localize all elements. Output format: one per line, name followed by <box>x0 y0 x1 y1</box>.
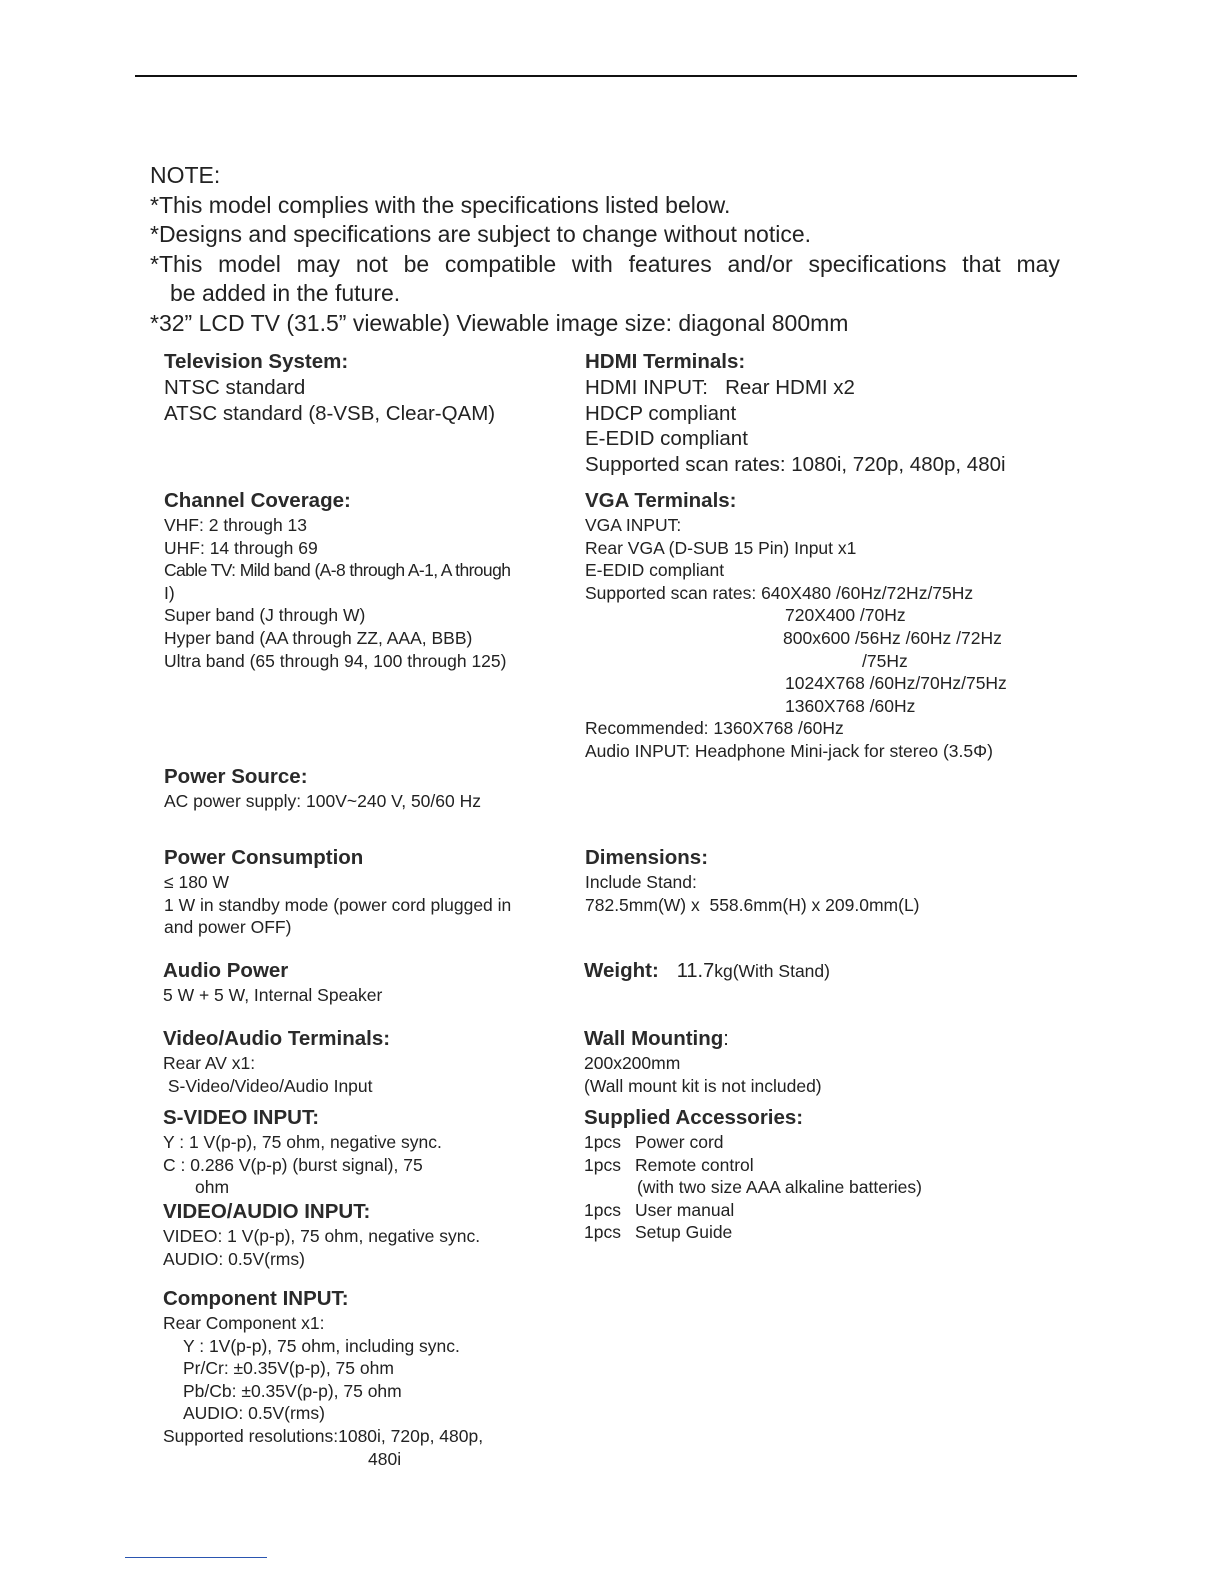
note-word: model <box>218 250 281 277</box>
spec-line: HDCP compliant <box>585 401 737 425</box>
spec-line: UHF: 14 through 69 <box>164 537 318 558</box>
note-word: specifications <box>808 250 947 277</box>
scan-rate: /75Hz <box>862 650 908 671</box>
wall-mounting-section <box>584 1026 822 1097</box>
audio-input-line: Audio INPUT: Headphone Mini-jack for stereo (3.5Φ) <box>585 740 993 761</box>
accessory-item <box>584 1221 922 1244</box>
section-heading: Video/Audio Terminals: <box>163 1027 391 1050</box>
accessories-section <box>584 1105 922 1244</box>
spec-line: 480i <box>368 1448 402 1469</box>
channel-coverage-section <box>164 488 510 672</box>
note-word: compatible <box>444 250 557 277</box>
section-heading: Power Source: <box>164 765 308 788</box>
note-word: be <box>403 250 430 277</box>
hdmi-section <box>585 349 1006 477</box>
accessory-name: (with two size AAA alkaline batteries) <box>637 1177 922 1198</box>
spec-line: ≤ 180 W <box>164 872 230 892</box>
spec-line: 5 W + 5 W, Internal Speaker <box>163 985 383 1005</box>
note-word: *This <box>150 250 203 277</box>
spec-line: Supported scan rates: 1080i, 720p, 480p, 480i <box>585 452 1006 476</box>
spec-line: E-EDID compliant <box>585 427 748 450</box>
note-word: may <box>296 250 341 277</box>
spec-line: HDMI INPUT: Rear HDMI x2 <box>585 376 855 399</box>
spec-line: ohm <box>195 1177 230 1198</box>
spec-line: VHF: 2 through 13 <box>164 515 307 535</box>
heading-colon: : <box>723 1028 729 1050</box>
note-word: features <box>628 250 712 277</box>
section-heading: Television System: <box>164 350 349 373</box>
accessory-item <box>584 1154 922 1177</box>
spec-line: Hyper band (AA through ZZ, AAA, BBB) <box>164 627 473 648</box>
spec-line: Include Stand: <box>585 872 697 892</box>
spec-line: Rear AV x1: <box>163 1053 256 1073</box>
audio-power-section <box>163 958 382 1007</box>
spec-line: Rear VGA (D-SUB 15 Pin) Input x1 <box>585 537 857 558</box>
weight-section <box>584 958 830 984</box>
section-heading: Power Consumption <box>164 846 364 869</box>
section-heading: VGA Terminals: <box>585 489 737 512</box>
accessory-qty: 1pcs <box>584 1132 621 1152</box>
recommended-line: Recommended: 1360X768 /60Hz <box>585 718 844 739</box>
spec-line: NTSC standard <box>164 376 306 399</box>
accessory-qty: 1pcs <box>584 1199 621 1220</box>
spec-line: AC power supply: 100V~240 V, 50/60 Hz <box>164 791 481 811</box>
note-word: and/or <box>727 250 793 277</box>
spec-line: E-EDID compliant <box>585 560 725 581</box>
note-line-3 <box>150 250 1060 280</box>
section-heading: Weight: <box>584 959 659 982</box>
section-heading: Audio Power <box>163 959 289 982</box>
accessory-qty: 1pcs <box>584 1222 621 1243</box>
section-heading: Component INPUT: <box>163 1287 349 1310</box>
section-heading: S-VIDEO INPUT: <box>163 1106 320 1129</box>
accessory-qty: 1pcs <box>584 1154 621 1175</box>
scan-rate: 1360X768 /60Hz <box>785 695 916 716</box>
section-heading: VIDEO/AUDIO INPUT: <box>163 1200 371 1223</box>
scan-rate: 800x600 /56Hz /60Hz /72Hz <box>783 627 1002 648</box>
scan-rate: 720X400 /70Hz <box>785 605 906 626</box>
section-heading: Supplied Accessories: <box>584 1106 804 1129</box>
accessory-name: Power cord <box>635 1132 724 1152</box>
component-input-section <box>163 1286 483 1470</box>
spec-line: (Wall mount kit is not included) <box>584 1075 822 1096</box>
spec-line: Supported scan rates: 640X480 /60Hz/72Hz/75Hz <box>585 582 974 603</box>
note-line-2: *Designs and specifications are subject to change without notice. <box>150 221 812 247</box>
weight-unit: kg(With Stand) <box>714 961 830 981</box>
spec-line: 782.5mm(W) x 558.6mm(H) x 209.0mm(L) <box>585 894 920 915</box>
svideo-input-section <box>163 1105 442 1199</box>
dimensions-section <box>585 845 920 916</box>
accessory-name: User manual <box>635 1199 735 1220</box>
note-word: may <box>1016 250 1060 277</box>
section-heading: HDMI Terminals: <box>585 350 746 373</box>
accessory-name: Remote control <box>635 1154 754 1175</box>
spec-line: C : 0.286 V(p-p) (burst signal), 75 <box>163 1154 423 1175</box>
weight-value: 11.7 <box>676 960 715 982</box>
weight-row <box>584 958 830 984</box>
note-word: not <box>355 250 388 277</box>
note-word: that <box>962 250 1001 277</box>
note-word: with <box>571 250 613 277</box>
spec-line: ATSC standard (8-VSB, Clear-QAM) <box>164 401 496 425</box>
video-audio-terminals-section <box>163 1026 390 1097</box>
spec-line: Pr/Cr: ±0.35V(p-p), 75 ohm <box>183 1358 394 1379</box>
section-heading: Wall Mounting <box>584 1027 724 1050</box>
accessory-item <box>584 1131 922 1154</box>
scan-rate: 1024X768 /60Hz/70Hz/75Hz <box>785 673 1007 694</box>
note-line-3-cont: be added in the future. <box>170 280 401 306</box>
spec-line: 1 W in standby mode (power cord plugged in <box>164 894 512 915</box>
spec-line: Pb/Cb: ±0.35V(p-p), 75 ohm <box>183 1380 402 1401</box>
spec-line: 200x200mm <box>584 1053 681 1073</box>
spec-line: AUDIO: 0.5V(rms) <box>183 1403 325 1424</box>
spec-line: Y : 1V(p-p), 75 ohm, including sync. <box>183 1335 460 1356</box>
vga-section <box>585 488 1007 763</box>
tv-system-section <box>164 349 495 426</box>
accessory-item <box>584 1199 922 1222</box>
bottom-rule <box>125 1557 267 1558</box>
section-heading: Dimensions: <box>585 846 709 869</box>
spec-line: Rear Component x1: <box>163 1313 325 1333</box>
spec-line: Cable TV: Mild band (A-8 through A-1, A through <box>164 560 511 581</box>
power-consumption-section <box>164 845 511 939</box>
note-block <box>150 161 1070 338</box>
spec-line: VGA INPUT: <box>585 515 682 535</box>
note-line-1: *This model complies with the specifications listed below. <box>150 191 731 218</box>
spec-line: Super band (J through W) <box>164 605 366 626</box>
top-rule <box>135 75 1077 77</box>
note-title: NOTE: <box>150 162 221 188</box>
video-audio-input-section <box>163 1199 480 1270</box>
spec-line: Ultra band (65 through 94, 100 through 125) <box>164 650 507 671</box>
spec-line: I) <box>164 582 175 603</box>
note-line-4: *32” LCD TV (31.5” viewable) Viewable image size: diagonal 800mm <box>150 309 849 336</box>
section-heading: Channel Coverage: <box>164 489 351 512</box>
spec-line: and power OFF) <box>164 917 292 938</box>
power-source-section <box>164 764 481 813</box>
accessory-name: Setup Guide <box>635 1222 733 1243</box>
spec-line: VIDEO: 1 V(p-p), 75 ohm, negative sync. <box>163 1226 481 1246</box>
spec-line: Supported resolutions:1080i, 720p, 480p, <box>163 1425 484 1446</box>
spec-line: Y : 1 V(p-p), 75 ohm, negative sync. <box>163 1132 442 1152</box>
accessory-item <box>584 1176 922 1199</box>
spec-line: AUDIO: 0.5V(rms) <box>163 1248 305 1269</box>
spec-line: S-Video/Video/Audio Input <box>163 1075 373 1096</box>
